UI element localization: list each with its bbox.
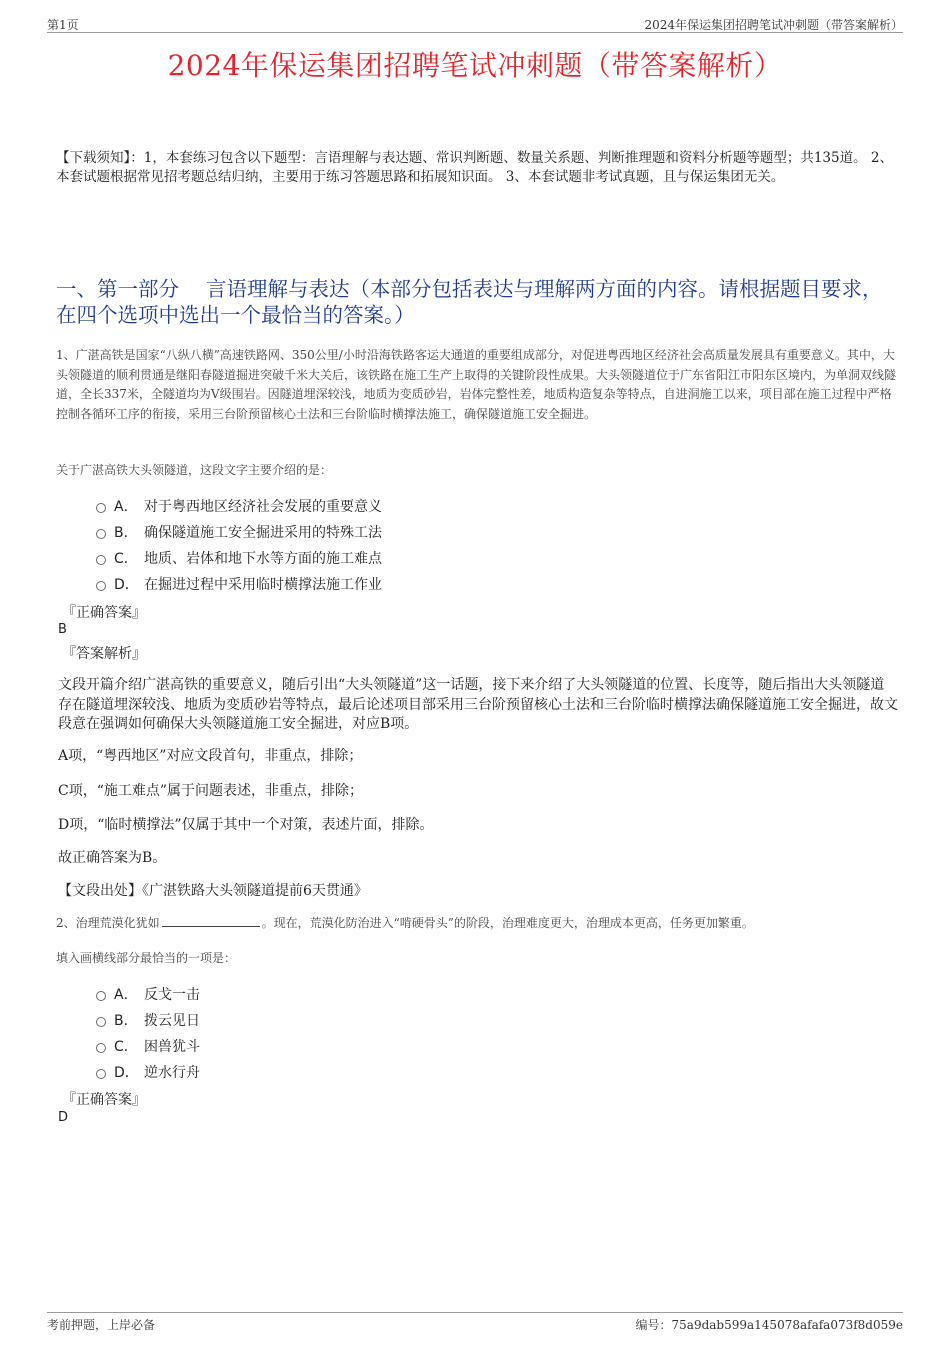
option-text: 在掘进过程中采用临时横撑法施工作业 bbox=[144, 577, 382, 593]
option-letter: B． bbox=[114, 1013, 138, 1029]
radio-icon[interactable] bbox=[96, 529, 106, 539]
question-1-answer-label: 『正确答案』 bbox=[62, 605, 146, 621]
radio-icon[interactable] bbox=[96, 503, 106, 513]
question-2-option-a[interactable] bbox=[96, 981, 200, 1007]
question-1-text: 1、广湛高铁是国家“八纵八横”高速铁路网、350公里/小时沿海铁路客运大通道的重要组成部分，对促进粤西地区经济社会高质量发展具有重要意义。其中，大头领隧道的顺利贯通是继阳春隧道掘进突破千米大关后，该铁路在施工生产上取得的关键阶段性成果。大头领隧道位于广东省阳江市阳东区境内，为单洞双线隧道，全长337米，全隧道均为V级围岩。因隧道埋深较浅，地质为变质砂岩，岩体完整性差，地质构造复杂等特点，自进洞施工以来，项目部在施工过程中严格控制各循环工序的衔接，采用三台阶预留核心土法和三台阶临时横撑法施工，确保隧道施工安全掘进。 bbox=[56, 348, 897, 421]
page-number: 第1页 bbox=[47, 18, 79, 32]
page-header bbox=[47, 14, 903, 33]
fill-blank bbox=[162, 916, 260, 927]
page-title: 2024年保运集团招聘笔试冲刺题（带答案解析） bbox=[167, 49, 783, 82]
question-1-option-b[interactable] bbox=[96, 519, 382, 545]
option-letter: A． bbox=[114, 987, 138, 1003]
option-text: 对于粤西地区经济社会发展的重要意义 bbox=[144, 499, 382, 515]
section-title: 一、第一部分 言语理解与表达（本部分包括表达与理解两方面的内容。请根据题目要求，在四个选项中选出一个最恰当的答案。） bbox=[56, 277, 883, 327]
header-doc-title: 2024年保运集团招聘笔试冲刺题（带答案解析） bbox=[644, 18, 903, 32]
page-footer bbox=[47, 1312, 903, 1333]
question-1-note-c: C项，“施工难点”属于问题表述，非重点，排除； bbox=[58, 783, 364, 799]
option-letter: C． bbox=[114, 551, 138, 567]
option-letter: C． bbox=[114, 1039, 138, 1055]
radio-icon[interactable] bbox=[96, 1069, 106, 1079]
option-letter: B． bbox=[114, 525, 138, 541]
option-text: 拨云见日 bbox=[144, 1013, 200, 1029]
option-text: 逆水行舟 bbox=[144, 1065, 200, 1081]
question-2-option-b[interactable] bbox=[96, 1007, 200, 1033]
question-2-text-after: 。现在，荒漠化防治进入“啃硬骨头”的阶段，治理难度更大，治理成本更高，任务更加繁重。 bbox=[261, 916, 754, 930]
question-1-option-c[interactable] bbox=[96, 545, 382, 571]
question-1-note-d: D项，“临时横撑法”仅属于其中一个对策，表述片面，排除。 bbox=[58, 817, 434, 833]
question-2-options bbox=[96, 981, 200, 1085]
option-text: 地质、岩体和地下水等方面的施工难点 bbox=[144, 551, 382, 567]
footer-slogan: 考前押题，上岸必备 bbox=[47, 1318, 156, 1332]
download-notice: 【下载须知】：1，本套练习包含以下题型：言语理解与表达题、常识判断题、数量关系题、判断推理题和资料分析题等题型；共135道。 2、本套试题根据常见招考题总结归纳，主要用于练习答题思路和拓展知识面。 3、本套试题非考试真题，且与保运集团无关。 bbox=[56, 150, 893, 185]
radio-icon[interactable] bbox=[96, 581, 106, 591]
question-2-answer: D bbox=[58, 1110, 69, 1125]
question-1-source: 【文段出处】《广湛铁路大头领隧道提前6天贯通》 bbox=[58, 883, 368, 899]
question-1-answer: B bbox=[58, 622, 67, 637]
question-1-prompt: 关于广湛高铁大头领隧道，这段文字主要介绍的是： bbox=[56, 463, 333, 477]
option-letter: A． bbox=[114, 499, 138, 515]
radio-icon[interactable] bbox=[96, 555, 106, 565]
question-1-conclusion: 故正确答案为B。 bbox=[58, 850, 167, 866]
option-text: 确保隧道施工安全掘进采用的特殊工法 bbox=[144, 525, 382, 541]
radio-icon[interactable] bbox=[96, 1043, 106, 1053]
question-2-text-before: 2、治理荒漠化犹如 bbox=[56, 916, 160, 930]
question-2-option-d[interactable] bbox=[96, 1059, 200, 1085]
option-letter: D． bbox=[114, 1065, 139, 1081]
question-2-answer-label: 『正确答案』 bbox=[62, 1092, 146, 1108]
question-1-analysis: 文段开篇介绍广湛高铁的重要意义，随后引出“大头领隧道”这一话题，接下来介绍了大头领隧道的位置、长度等，随后指出大头领隧道存在隧道埋深较浅、地质为变质砂岩等特点，最后论述项目部采用三台阶预留核心土法和三台阶临时横撑法确保隧道施工安全掘进，故文段意在强调如何确保大头领隧道施工安全掘进，对应B项。 bbox=[58, 677, 898, 732]
question-2-option-c[interactable] bbox=[96, 1033, 200, 1059]
radio-icon[interactable] bbox=[96, 1017, 106, 1027]
question-1-note-a: A项，“粤西地区”对应文段首句，非重点，排除； bbox=[58, 748, 363, 764]
question-1-option-d[interactable] bbox=[96, 571, 382, 597]
question-2-text bbox=[56, 914, 901, 934]
question-1-option-a[interactable] bbox=[96, 493, 382, 519]
option-letter: D． bbox=[114, 577, 139, 593]
option-text: 困兽犹斗 bbox=[144, 1039, 200, 1055]
question-1-options bbox=[96, 493, 382, 597]
question-2-prompt: 填入画横线部分最恰当的一项是： bbox=[56, 951, 237, 965]
question-1-analysis-label: 『答案解析』 bbox=[62, 646, 146, 662]
footer-code: 编号：75a9dab599a145078afafa073f8d059e bbox=[635, 1318, 903, 1332]
radio-icon[interactable] bbox=[96, 991, 106, 1001]
option-text: 反戈一击 bbox=[144, 987, 200, 1003]
